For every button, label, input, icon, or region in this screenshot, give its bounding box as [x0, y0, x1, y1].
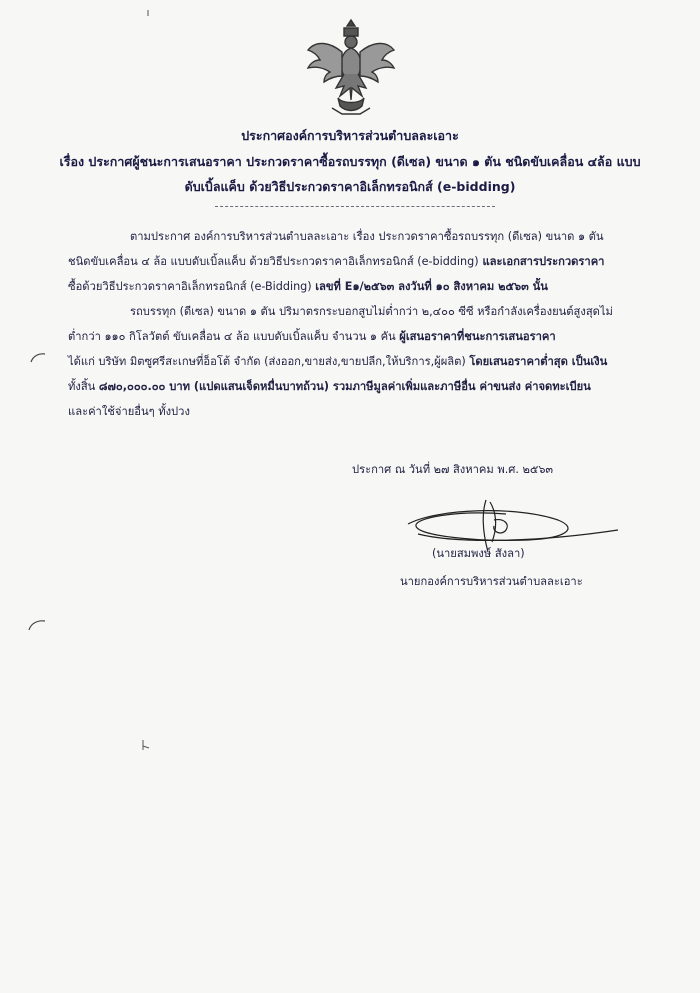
signer-name: (นายสมพงษ์ สังลา): [432, 547, 525, 560]
scan-mark-icon: [30, 352, 46, 364]
text-segment: ได้แก่ บริษัท มิตซูศรีสะเกษที่อ็อโต้ จำกัด (ส่งออก,ขายส่ง,ขายปลีก,ให้บริการ,ผู้ผลิต): [68, 355, 470, 368]
paragraph-reference: [68, 224, 648, 299]
text-segment-bold: รวมภาษีมูลค่าเพิ่มและภาษีอื่น ค่าขนส่ง ค่าจดทะเบียน: [332, 380, 591, 393]
text-segment: ชนิดขับเคลื่อน ๔ ล้อ แบบดับเบิ้ลแค็บ ด้วยวิธีประกวดราคาอิเล็กทรอนิกส์ (e-bidding): [68, 255, 479, 268]
garuda-emblem-icon: [304, 12, 398, 122]
announcement-title: ประกาศองค์การบริหารส่วนตำบลละเอาะ: [241, 128, 459, 143]
text-segment-bold: และเอกสารประกวดราคา: [478, 255, 605, 268]
paragraph-line: รถบรรทุก (ดีเซล) ขนาด ๑ ตัน ปริมาตรกระบอกสูบไม่ต่ำกว่า ๒,๔๐๐ ซีซี หรือกำลังเครื่องยนต์สูงสุดไม่: [130, 305, 613, 318]
text-segment: ซื้อด้วยวิธีประกวดราคาอิเล็กทรอนิกส์ (e-Bidding): [68, 280, 316, 293]
paragraph-line: [68, 249, 648, 274]
paragraph-line: และค่าใช้จ่ายอื่นๆ ทั้งปวง: [68, 405, 190, 418]
text-segment: ต่ำกว่า ๑๑๐ กิโลวัตต์ ขับเคลื่อน ๔ ล้อ แบบดับเบิ้ลแค็บ จำนวน ๑ คัน: [68, 330, 400, 343]
paragraph-line: [68, 324, 648, 349]
price-text: ๘๗๐,๐๐๐.๐๐ บาท (แปดแสนเจ็ดหมื่นบาทถ้วน): [98, 380, 333, 393]
text-segment-bold: โดยเสนอราคาต่ำสุด เป็นเงิน: [469, 355, 608, 368]
paragraph-line: [68, 274, 648, 299]
scan-mark-icon: [145, 9, 151, 17]
scan-mark-icon: [140, 738, 154, 752]
announcement-date: ประกาศ ณ วันที่ ๒๗ สิงหาคม พ.ศ. ๒๕๖๓: [352, 463, 554, 476]
paragraph-line: [68, 374, 648, 399]
text-segment: ทั้งสิ้น: [68, 380, 99, 393]
paragraph-line: [68, 349, 648, 374]
scan-mark-icon: [28, 618, 46, 632]
paragraph-line: ตามประกาศ องค์การบริหารส่วนตำบลละเอาะ เรื่อง ประกวดราคาซื้อรถบรรทุก (ดีเซล) ขนาด ๑ ตัน: [130, 230, 604, 243]
text-segment-bold: ผู้เสนอราคาที่ชนะการเสนอราคา: [399, 330, 556, 343]
subject-line-1: เรื่อง ประกาศผู้ชนะการเสนอราคา ประกวดราคาซื้อรถบรรทุก (ดีเซล) ขนาด ๑ ตัน ชนิดขับเคลื่อน ๔ล้อ แบบ: [59, 154, 641, 169]
signer-position: นายกองค์การบริหารส่วนตำบลละเอาะ: [400, 575, 583, 588]
paragraph-award: [68, 299, 648, 424]
subject-line-2: ดับเบิ้ลแค็บ ด้วยวิธีประกวดราคาอิเล็กทรอนิกส์ (e-bidding): [184, 179, 516, 194]
divider: [215, 206, 495, 207]
text-segment-bold: เลขที่ E๑/๒๕๖๓ ลงวันที่ ๑๐ สิงหาคม ๒๕๖๓ นั้น: [315, 280, 548, 293]
